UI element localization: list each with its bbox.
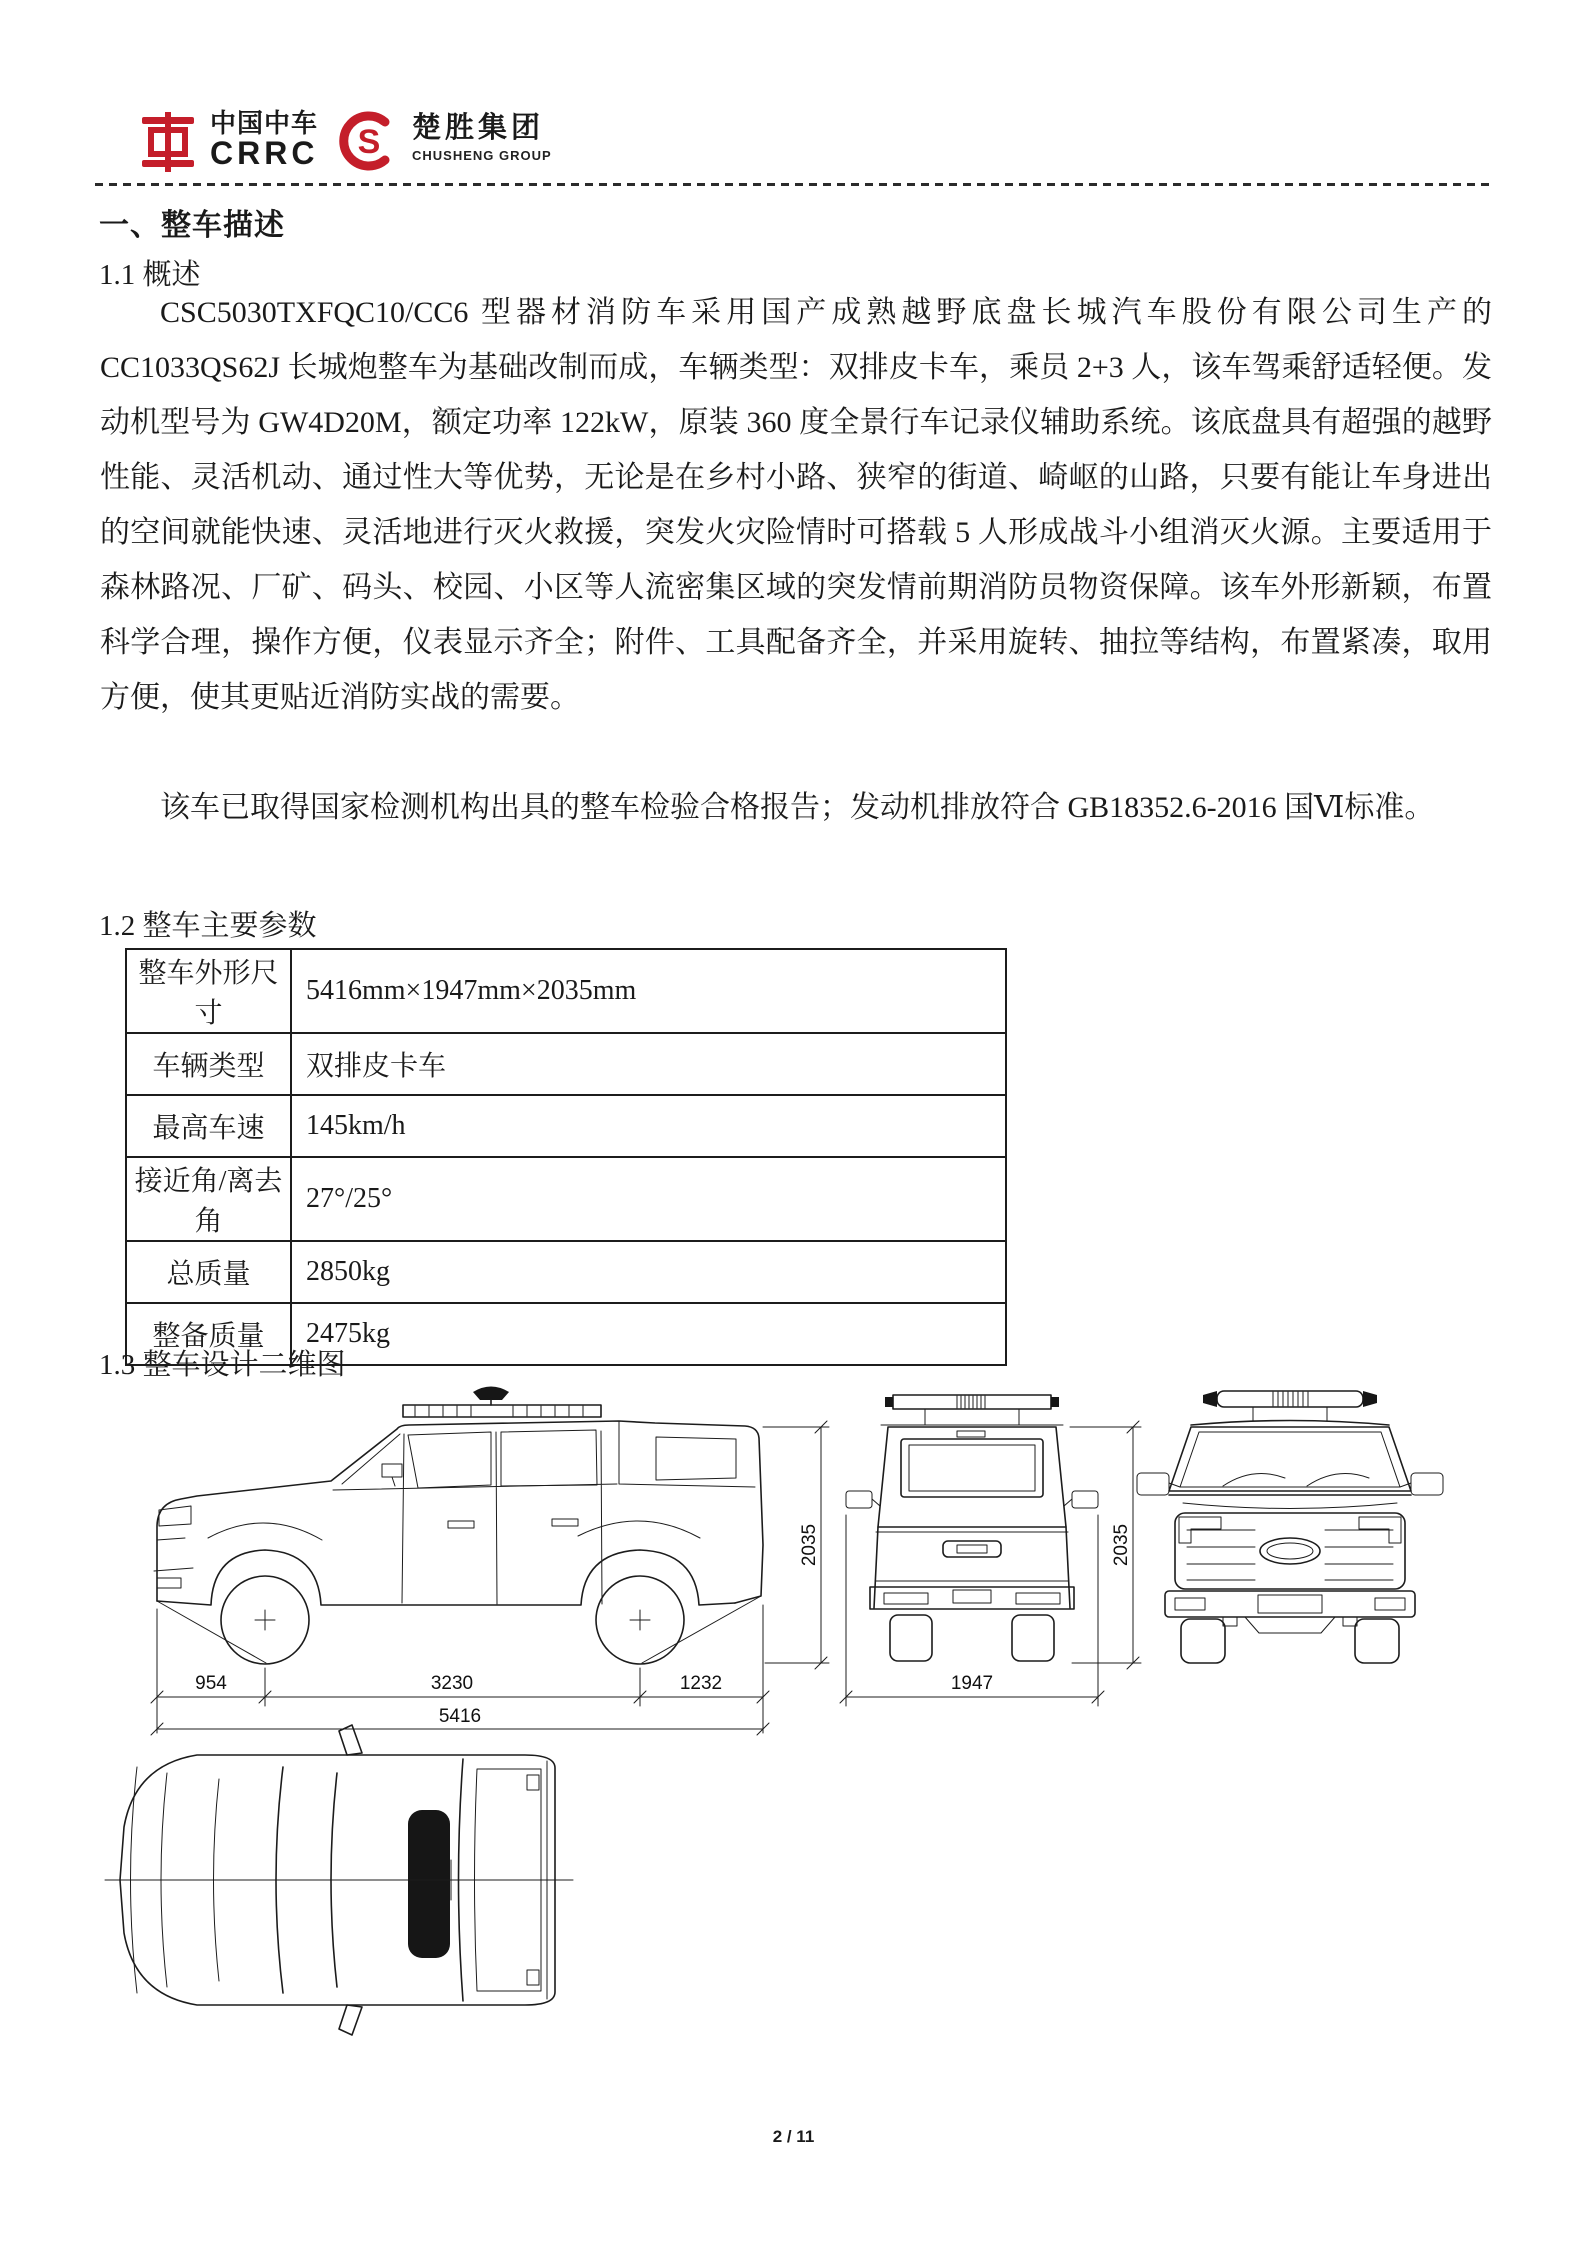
dim-rear-height: 2035 <box>1111 1523 1132 1567</box>
header-divider <box>95 183 1492 186</box>
spec-label: 接近角/离去角 <box>126 1157 291 1241</box>
page-number: 2 / 11 <box>772 2127 815 2146</box>
chusheng-logo-icon <box>336 110 398 172</box>
chusheng-logotype <box>412 113 552 163</box>
dim-rear-overhang: 1232 <box>679 1673 723 1694</box>
dim-overall-width: 1947 <box>950 1673 994 1694</box>
crrc-logo-icon <box>138 112 198 172</box>
certification-paragraph: 该车已取得国家检测机构出具的整车检验合格报告；发动机排放符合 GB18352.6-2016 国Ⅵ标准。 <box>160 791 1435 824</box>
chusheng-name-en: CHUSHENG GROUP <box>412 148 552 163</box>
spec-value: 2475kg <box>291 1303 1006 1365</box>
spec-label: 最高车速 <box>126 1095 291 1157</box>
spec-label: 整车外形尺寸 <box>126 949 291 1033</box>
spec-label: 整备质量 <box>126 1303 291 1365</box>
rear-view-drawing <box>846 1395 1098 1661</box>
spec-value: 2850kg <box>291 1241 1006 1303</box>
spec-label: 车辆类型 <box>126 1033 291 1095</box>
section-title: 一、整车描述 <box>99 209 285 242</box>
spec-value: 双排皮卡车 <box>291 1033 1006 1095</box>
subsection-1-1-title: 1.1 概述 <box>99 259 201 291</box>
table-row <box>126 1241 1006 1303</box>
top-view-drawing <box>105 1725 573 2035</box>
front-view-drawing <box>1137 1391 1443 1663</box>
spec-value: 5416mm×1947mm×2035mm <box>291 949 1006 1033</box>
table-row <box>126 1095 1006 1157</box>
crrc-logotype <box>210 110 318 170</box>
spec-value: 145km/h <box>291 1095 1006 1157</box>
subsection-1-2-title: 1.2 整车主要参数 <box>99 910 317 942</box>
dim-wheelbase: 3230 <box>430 1673 474 1694</box>
spec-value: 27°/25° <box>291 1157 1006 1241</box>
dim-overall-length: 5416 <box>438 1706 482 1727</box>
table-row <box>126 949 1006 1033</box>
rear-view-dimensions <box>840 1421 1141 1706</box>
table-row <box>126 1157 1006 1241</box>
subsection-1-3-title: 1.3 整车设计二维图 <box>99 1349 346 1381</box>
dim-front-overhang: 954 <box>195 1673 227 1694</box>
spec-label: 总质量 <box>126 1241 291 1303</box>
overview-paragraph: CSC5030TXFQC10/CC6 型器材消防车采用国产成熟越野底盘长城汽车股份有限公司生产的 CC1033QS62J 长城炮整车为基础改制而成，车辆类型：双排皮卡车，乘员 2+3 人，该车驾乘舒适轻便。发动机型号为 GW4D20M，额定功率 122kW，原装 360 度全景行车记录仪辅助系统。该底盘具有超强的越野性能、灵活机动、通过性大等优势，无论是在乡村小路、狭窄的街道、崎岖的山路，只要有能让车身进出的空间就能快速、灵活地进行灭火救援，突发火灾险情时可搭载 5 人形成战斗小组消灭火源。主要适用于森林路况、厂矿、码头、校园、小区等人流密集区域的突发情前期消防员物资保障。该车外形新颖，布置科学合理，操作方便，仪表显示齐全；附件、工具配备齐全，并采用旋转、抽拉等结构，布置紧凑，取用方便，使其更贴近消防实战的需要。 <box>100 296 1492 714</box>
spec-table <box>125 948 1007 1366</box>
vehicle-design-drawings <box>95 1375 1480 2075</box>
table-row <box>126 1033 1006 1095</box>
crrc-name-en: CRRC <box>210 135 319 171</box>
chusheng-monogram: S <box>357 123 381 161</box>
side-view-drawing <box>154 1387 763 1665</box>
crrc-name-cn: 中国中车 <box>210 108 319 138</box>
chusheng-name-cn: 楚胜集团 <box>412 112 545 144</box>
dim-overall-height: 2035 <box>799 1523 820 1567</box>
